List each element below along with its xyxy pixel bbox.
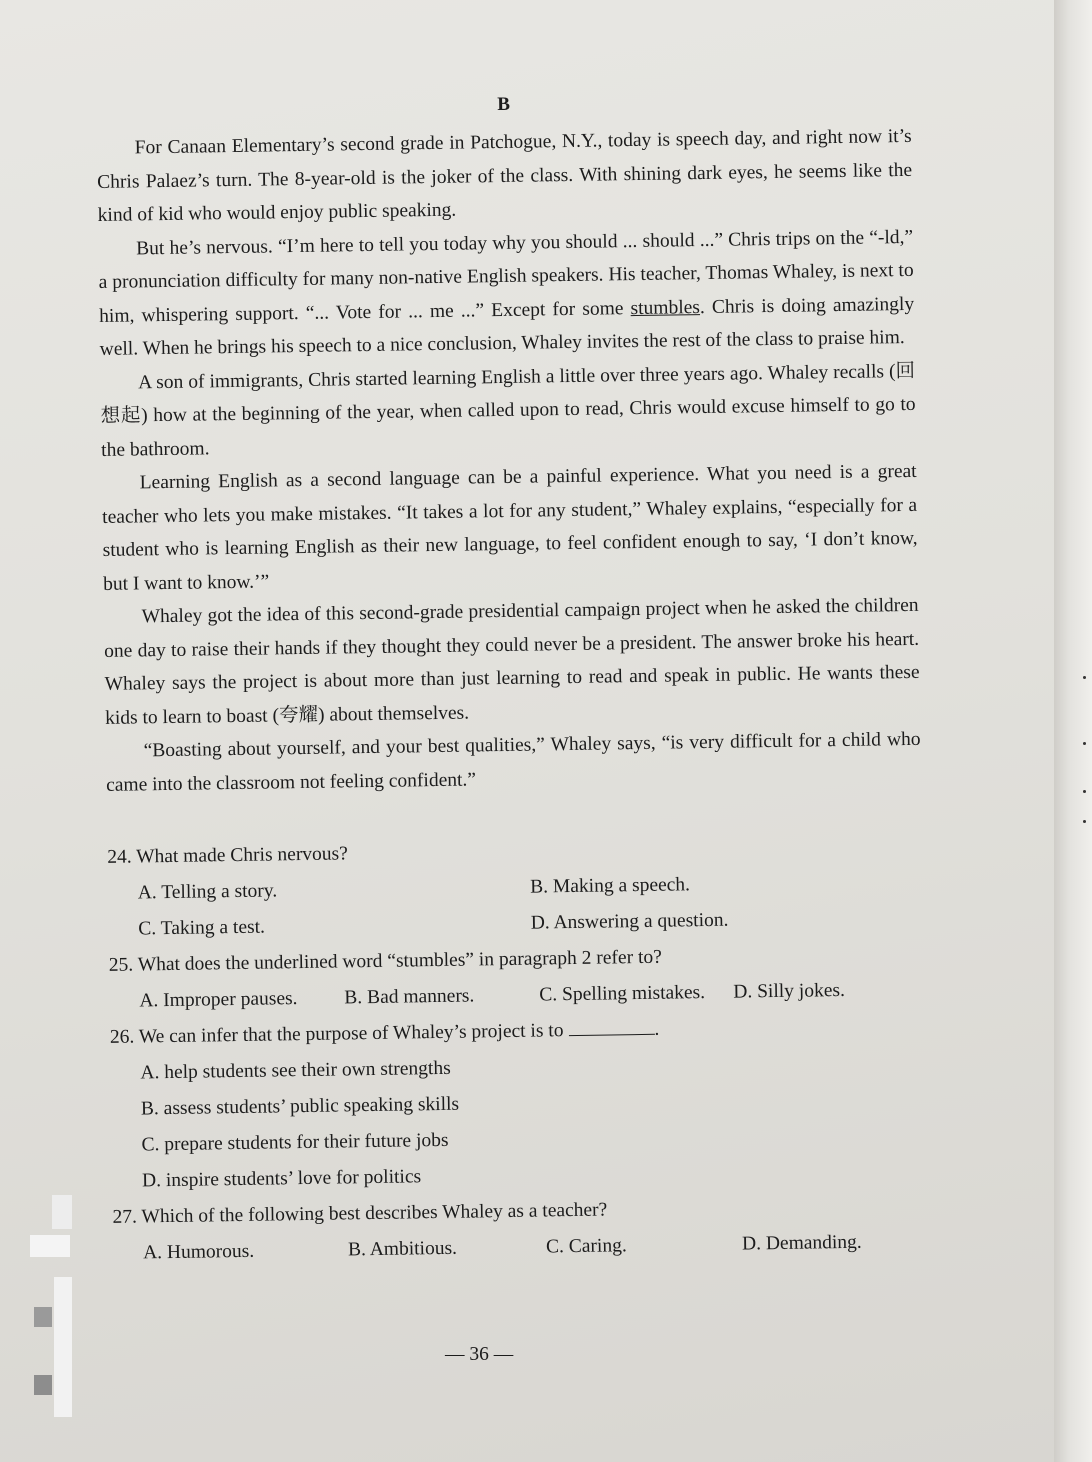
option-d: D. Demanding.	[741, 1231, 862, 1255]
underlined-word: stumbles	[630, 296, 701, 319]
option-b: B. assess students’ public speaking skills	[140, 1093, 460, 1120]
margin-mark	[1083, 742, 1086, 745]
option-c: C. Caring.	[545, 1235, 627, 1258]
pixelated-redaction	[30, 1195, 74, 1415]
redaction-block	[34, 1375, 52, 1395]
margin-mark	[1083, 790, 1086, 793]
question-24	[107, 828, 924, 948]
page-edge-shadow	[1054, 0, 1092, 1462]
question-stem-end: .	[654, 1018, 660, 1040]
option-b: B. Ambitious.	[347, 1237, 458, 1261]
option-a: A. Telling a story.	[137, 880, 278, 904]
option-c: C. prepare students for their future jobs	[141, 1129, 449, 1156]
answer-blank	[568, 1016, 654, 1036]
option-a: A. Humorous.	[142, 1240, 255, 1264]
question-stem-text: 26. We can infer that the purpose of Whaley’s project is to	[109, 1020, 564, 1048]
page-number: — 36 —	[445, 1344, 514, 1365]
question-stem: 25. What does the underlined word “stumbles” in paragraph 2 refer to?	[108, 946, 662, 976]
margin-mark	[1083, 676, 1086, 679]
question-25	[109, 936, 925, 1020]
option-c: C. Taking a test.	[138, 916, 266, 940]
question-stem: 27. Which of the following best describes Whaley as a teacher?	[112, 1199, 608, 1228]
question-stem: 24. What made Chris nervous?	[107, 843, 349, 868]
option-d: D. inspire students’ love for politics	[141, 1166, 422, 1192]
redaction-block	[54, 1277, 72, 1417]
option-d: D. Answering a question.	[530, 909, 729, 934]
redaction-block	[30, 1235, 70, 1257]
redaction-block	[34, 1307, 52, 1327]
option-a: A. help students see their own strengths	[140, 1057, 451, 1084]
options-column	[140, 1044, 927, 1200]
option-b: B. Bad manners.	[344, 985, 475, 1009]
question-27	[112, 1188, 928, 1272]
paragraph-3: A son of immigrants, Chris started learning English a little over three years ago. Whaley recalls (回想起) how at the beginning of the year, when called upon to read, Chris would excuse himself to go to the bathroom.	[100, 360, 916, 461]
paragraph-4: Learning English as a second language can be a painful experience. What you need is a great teacher who lets you make mistakes. “It takes a lot for any student,” Whaley explains, “especially for a student who is learning English as their new language, to feel confident enough to say, ‘I don’t know, but I want to know.’”	[102, 460, 918, 595]
redaction-block	[52, 1195, 72, 1229]
margin-mark	[1083, 820, 1086, 823]
option-a: A. Improper pauses.	[139, 988, 298, 1012]
paragraph-6: “Boasting about yourself, and your best qualities,” Whaley says, “is very difficult for a child who came into the classroom not feeling confident.”	[106, 728, 921, 796]
paragraph-2	[98, 220, 915, 366]
question-list	[107, 828, 928, 1272]
section-letter: B	[497, 93, 511, 116]
paragraph-1: For Canaan Elementary’s second grade in Patchogue, N.Y., today is speech day, and right now it’s Chris Palaez’s turn. The 8-year-old is the joker of the class. With shining dark eyes, he seems like the kind of kid who would enjoy public speaking.	[97, 125, 913, 226]
reading-section	[96, 88, 928, 1272]
paragraph-2-end: . Chris is doing amazingly well. When he brings his speech to a nice conclusion, Whaley invites the rest of the class to praise him.	[99, 293, 915, 360]
option-c: C. Spelling mistakes.	[539, 982, 706, 1006]
paragraph-2-start: But he’s nervous. “I’m here to tell you today why you should ... should ...” Chris trips on the “-ld,” a pronunciation difficulty for many non-native English speakers. His teacher, Thomas Whaley, is next to him, whispering support. “... Vote for ... me ...” Except for some	[98, 226, 914, 327]
option-b: B. Making a speech.	[530, 874, 691, 898]
question-26	[110, 1008, 928, 1200]
paragraph-5: Whaley got the idea of this second-grade presidential campaign project when he asked the children one day to raise their hands if they thought they could never be a president. The answer broke his heart. Whaley says the project is about more than just learning to read and speak in public. He wants these kids to learn to boast (夸耀) about themselves.	[104, 594, 920, 729]
option-d: D. Silly jokes.	[733, 979, 846, 1003]
